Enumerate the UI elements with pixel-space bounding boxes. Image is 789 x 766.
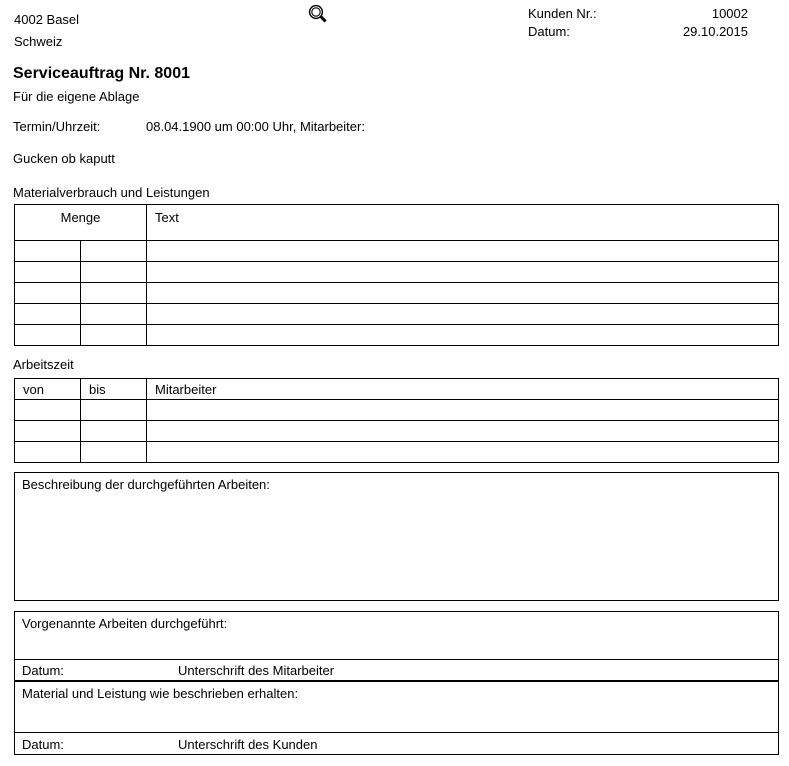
table-cell [15,400,81,421]
work-description-box [14,472,779,601]
employee-signature-label: Unterschrift des Mitarbeiter [178,663,335,678]
table-cell [15,304,81,325]
table-cell [15,241,81,262]
material-table [14,204,779,346]
worktime-table-body [15,400,779,463]
table-row [15,325,779,346]
material-header-row [15,205,779,241]
sender-address [14,9,79,53]
table-row [15,241,779,262]
customer-signature-label: Unterschrift des Kunden [178,737,318,752]
table-row [15,283,779,304]
worktime-table [14,378,779,463]
customer-number-value: 10002 [711,6,748,21]
customer-date-label: Datum: [22,737,64,752]
employee-signature-statement: Vorgenannte Arbeiten durchgeführt: [22,616,228,631]
table-row [15,304,779,325]
appointment-label: Termin/Uhrzeit: [13,119,101,134]
table-row [15,442,779,463]
table-cell [81,400,147,421]
table-cell [147,325,779,346]
table-row [15,400,779,421]
table-cell [81,283,147,304]
table-cell [147,241,779,262]
table-cell [15,262,81,283]
material-table-body [15,241,779,346]
table-cell [15,325,81,346]
worktime-header-bis: bis [81,379,147,400]
table-row [15,262,779,283]
worktime-header-mitarbeiter: Mitarbeiter [147,379,779,400]
page-subtitle: Für die eigene Ablage [13,89,140,104]
customer-signature-row [15,732,778,754]
material-header-text: Text [147,205,779,241]
table-cell [81,325,147,346]
table-cell [147,400,779,421]
table-cell [81,241,147,262]
page-title: Serviceauftrag Nr. 8001 [13,65,190,82]
table-cell [15,283,81,304]
table-cell [81,442,147,463]
table-cell [81,262,147,283]
worktime-section-label: Arbeitszeit [13,357,74,372]
sender-city: 4002 Basel [14,12,80,27]
customer-signature-box [14,681,779,755]
appointment-line [13,119,773,135]
table-cell [81,304,147,325]
table-cell [15,442,81,463]
table-cell [147,421,779,442]
document-meta [528,5,748,41]
sender-country: Schweiz [14,34,63,49]
table-cell [147,442,779,463]
table-cell [147,304,779,325]
customer-number-row [528,5,748,23]
order-note: Gucken ob kaputt [13,151,115,166]
table-row [15,421,779,442]
worktime-header-von: von [15,379,81,400]
appointment-value: 08.04.1900 um 00:00 Uhr, Mitarbeiter: [146,119,365,134]
table-cell [147,262,779,283]
table-cell [15,421,81,442]
magnifier-icon[interactable] [307,4,329,24]
work-description-label: Beschreibung der durchgeführten Arbeiten: [22,477,270,492]
material-section-label: Materialverbrauch und Leistungen [13,185,210,200]
table-cell [81,421,147,442]
material-header-menge: Menge [15,205,147,241]
worktime-header-row [15,379,779,400]
date-label: Datum: [528,24,570,39]
customer-signature-statement: Material und Leistung wie beschrieben erhalten: [22,686,299,701]
date-value: 29.10.2015 [682,24,748,39]
table-cell [147,283,779,304]
date-row [528,23,748,41]
employee-signature-row [15,659,778,680]
employee-date-label: Datum: [22,663,64,678]
customer-number-label: Kunden Nr.: [528,6,597,21]
employee-signature-box [14,611,779,681]
